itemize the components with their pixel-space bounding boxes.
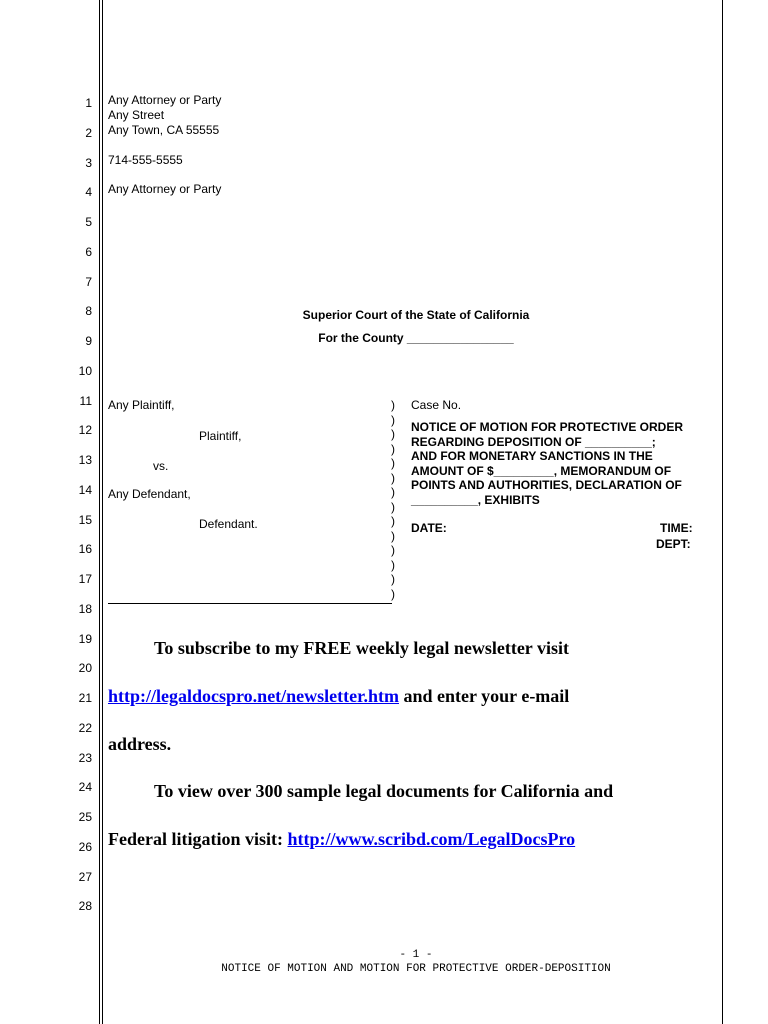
versus: vs.: [153, 459, 169, 473]
case-number-label: Case No.: [411, 398, 462, 412]
sample-docs-text: To view over 300 sample legal documents for California and: [154, 781, 614, 801]
page-number: - 1 -: [399, 949, 433, 961]
line-number: 23: [78, 750, 92, 765]
document-title-line: __________, EXHIBITS: [411, 492, 540, 507]
line-number: 27: [78, 869, 92, 884]
caption-paren: ): [391, 586, 395, 601]
line-number: 25: [78, 810, 92, 824]
line-number: 6: [85, 244, 92, 259]
scribd-link[interactable]: http://www.scribd.com/LegalDocsPro: [287, 829, 576, 849]
attorney-phone: 714-555-5555: [108, 153, 183, 167]
attorney-city: Any Town, CA 55555: [108, 123, 220, 137]
line-number: 17: [78, 572, 92, 586]
line-number: 16: [78, 542, 92, 557]
caption-paren: ): [391, 543, 395, 557]
newsletter-text: To subscribe to my FREE weekly legal newsletter visit: [154, 638, 569, 658]
caption-paren: ): [391, 427, 395, 441]
court-county: For the County ________________: [318, 331, 514, 345]
dept-label: DEPT:: [656, 537, 691, 551]
footer-title: NOTICE OF MOTION AND MOTION FOR PROTECTIVE ORDER-DEPOSITION: [221, 963, 611, 975]
defendant-name: Any Defendant,: [108, 487, 191, 501]
left-margin-rule-outer: [99, 0, 100, 1024]
attorney-name: Any Attorney or Party: [108, 93, 222, 107]
line-number: 21: [78, 691, 92, 705]
caption-paren: ): [391, 456, 395, 470]
newsletter-link-line: [108, 686, 569, 707]
caption-paren: ): [391, 528, 395, 543]
caption-paren: ): [391, 514, 395, 528]
document-title-line: REGARDING DEPOSITION OF __________;: [411, 434, 656, 449]
plaintiff-role: Plaintiff,: [199, 429, 242, 443]
caption-paren: ): [391, 557, 395, 572]
court-name: Superior Court of the State of California: [302, 308, 530, 322]
caption-paren: ): [391, 398, 395, 412]
line-number: 9: [85, 334, 92, 348]
line-number: 4: [85, 185, 92, 200]
line-number: 28: [78, 899, 92, 914]
line-number: 18: [78, 601, 92, 616]
caption-paren: ): [391, 485, 395, 499]
defendant-role: Defendant.: [199, 517, 258, 531]
time-label: TIME:: [660, 521, 693, 535]
line-number: 24: [78, 780, 92, 795]
attorney-street: Any Street: [108, 108, 165, 122]
newsletter-text-end: address.: [108, 734, 172, 754]
caption-paren: ): [391, 572, 395, 586]
line-number: 20: [78, 661, 92, 676]
attorney-for: Any Attorney or Party: [108, 182, 222, 196]
document-title-line: NOTICE OF MOTION FOR PROTECTIVE ORDER: [411, 420, 684, 434]
line-number: 11: [79, 393, 92, 408]
line-number: 12: [78, 423, 92, 438]
line-number: 26: [78, 839, 92, 854]
caption-paren: ): [391, 499, 395, 514]
caption-paren: ): [391, 470, 395, 485]
line-number: 5: [85, 215, 92, 229]
right-margin-rule: [722, 0, 723, 1024]
document-title-line: AMOUNT OF $_________, MEMORANDUM OF: [411, 463, 672, 478]
caption-underline: [108, 603, 392, 604]
left-margin-rule-inner: [102, 0, 103, 1024]
line-number: 13: [78, 453, 92, 467]
sample-docs-link-line: [108, 829, 575, 850]
line-number: 14: [78, 482, 92, 497]
sample-docs-text-cont: Federal litigation visit:: [108, 829, 288, 849]
line-number: 19: [78, 631, 92, 646]
line-number: 15: [78, 512, 92, 527]
line-number: 1: [85, 96, 92, 110]
caption-paren: ): [391, 441, 395, 456]
line-number: 8: [85, 304, 92, 319]
document-title-line: AND FOR MONETARY SANCTIONS IN THE: [411, 449, 653, 463]
document-title-line: POINTS AND AUTHORITIES, DECLARATION OF: [411, 478, 682, 492]
line-number: 7: [85, 274, 92, 289]
date-label: DATE:: [411, 521, 447, 535]
line-number: 22: [78, 720, 92, 735]
newsletter-text-cont: and enter your e-mail: [398, 686, 570, 706]
line-number: 2: [85, 125, 92, 140]
plaintiff-name: Any Plaintiff,: [108, 398, 175, 412]
line-number: 3: [85, 155, 92, 170]
document-title: [411, 420, 711, 507]
caption-paren: ): [391, 412, 395, 427]
newsletter-link[interactable]: http://legaldocspro.net/newsletter.htm: [108, 686, 399, 706]
line-number: 10: [78, 363, 92, 378]
